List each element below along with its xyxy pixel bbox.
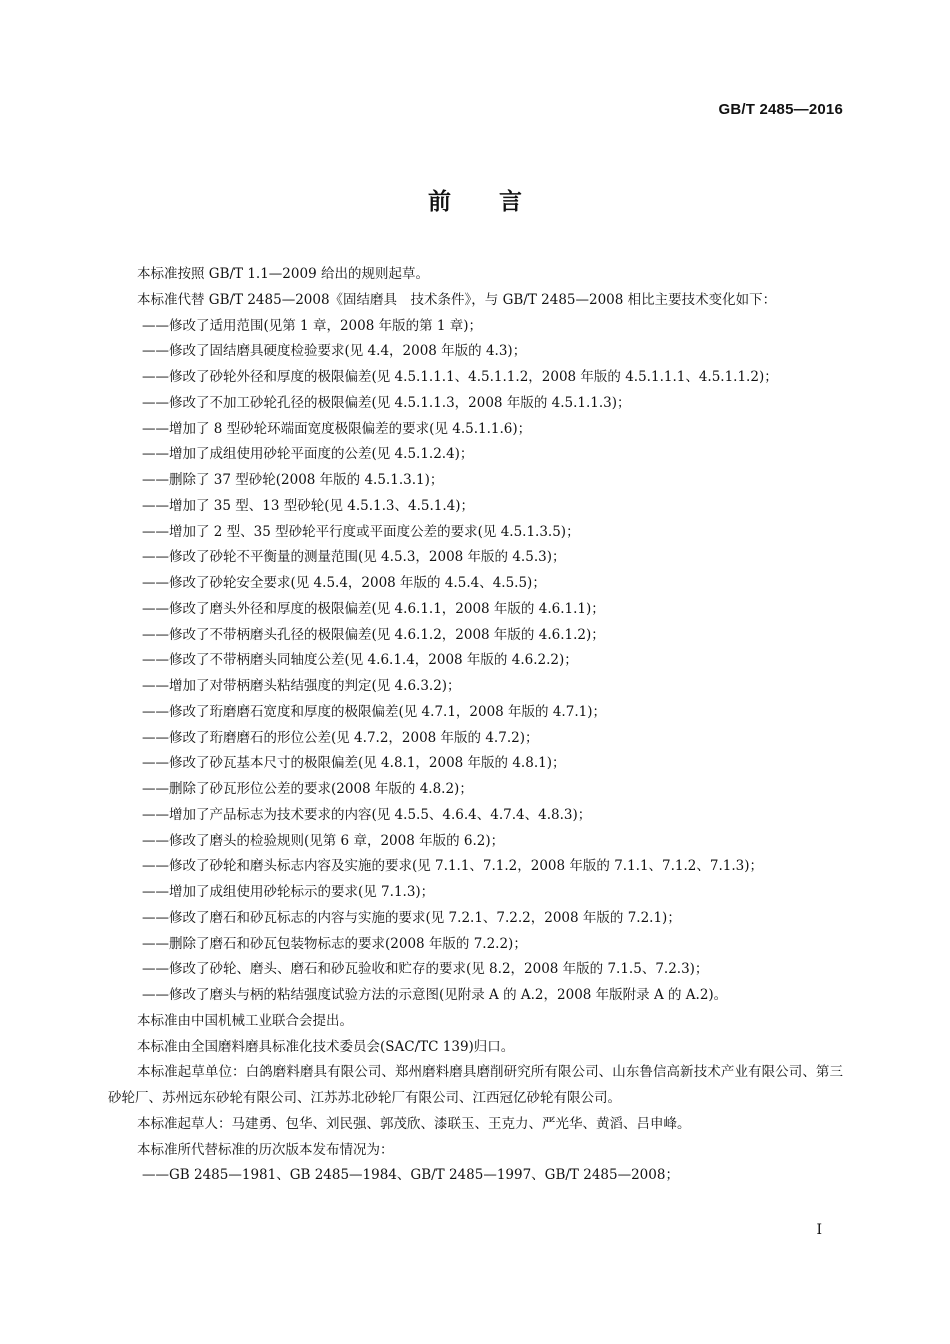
paragraph-proposer: 本标准由中国机械工业联合会提出。 <box>137 1012 353 1029</box>
list-item: ——修改了不加工砂轮孔径的极限偏差(见 4.5.1.1.3，2008 年版的 4.5.1.1.3)； <box>142 394 631 411</box>
list-item: ——修改了不带柄磨头孔径的极限偏差(见 4.6.1.2，2008 年版的 4.6.1.2)； <box>142 626 605 643</box>
list-item: ——删除了磨石和砂瓦包装物标志的要求(2008 年版的 7.2.2)； <box>142 935 527 952</box>
list-item: ——修改了磨头外径和厚度的极限偏差(见 4.6.1.1，2008 年版的 4.6.1.1)； <box>142 600 605 617</box>
list-item: ——修改了砂瓦基本尺寸的极限偏差(见 4.8.1，2008 年版的 4.8.1)； <box>142 755 566 772</box>
document-body <box>108 262 843 1189</box>
list-item: ——修改了砂轮、磨头、磨石和砂瓦验收和贮存的要求(见 8.2，2008 年版的 7.1.5、7.2.3)； <box>142 961 709 978</box>
page-number: I <box>816 1222 822 1238</box>
list-item: ——修改了不带柄磨头同轴度公差(见 4.6.1.4，2008 年版的 4.6.2.2)； <box>142 652 578 669</box>
list-item: ——删除了砂瓦形位公差的要求(2008 年版的 4.8.2)； <box>142 781 473 797</box>
list-item: ——修改了磨头的检验规则(见第 6 章，2008 年版的 6.2)； <box>142 832 505 849</box>
paragraph-history-intro: 本标准所代替标准的历次版本发布情况为： <box>137 1141 394 1158</box>
paragraph-drafting-rules: 本标准按照 GB/T 1.1—2009 给出的规则起草。 <box>137 266 429 282</box>
paragraph-drafters: 本标准起草人：马建勇、包华、刘民强、郭茂欣、漆联玉、王克力、严光华、黄滔、吕申峰。 <box>137 1115 691 1132</box>
list-item: ——修改了珩磨磨石宽度和厚度的极限偏差(见 4.7.1，2008 年版的 4.7.1)； <box>142 703 606 720</box>
list-item: ——增加了成组使用砂轮平面度的公差(见 4.5.1.2.4)； <box>142 446 474 463</box>
list-item: ——增加了成组使用砂轮标示的要求(见 7.1.3)； <box>142 884 435 900</box>
standard-number: GB/T 2485—2016 <box>718 101 843 118</box>
list-item: ——修改了砂轮外径和厚度的极限偏差(见 4.5.1.1.1、4.5.1.1.2，2008 年版的 4.5.1.1.1、4.5.1.1.2)； <box>142 369 778 385</box>
paragraph-drafting-units: 本标准起草单位：白鸽磨料磨具有限公司、郑州磨料磨具磨削研究所有限公司、山东鲁信高新技术产业有限公司、第三砂轮厂、苏州远东砂轮有限公司、江苏苏北砂轮厂有限公司、江西冠亿砂轮有限公司。 <box>108 1064 843 1106</box>
list-item: ——修改了适用范围(见第 1 章，2008 年版的第 1 章)； <box>142 317 483 334</box>
list-item: ——增加了 8 型砂轮环端面宽度极限偏差的要求(见 4.5.1.1.6)； <box>142 420 532 437</box>
list-item: ——修改了磨石和砂瓦标志的内容与实施的要求(见 7.2.1、7.2.2，2008 年版的 7.2.1)； <box>142 909 681 926</box>
changes-list <box>108 314 843 1009</box>
paragraph-committee: 本标准由全国磨料磨具标准化技术委员会(SAC/TC 139)归口。 <box>137 1038 515 1055</box>
page-title: 前言 <box>428 189 570 215</box>
list-item: ——增加了对带柄磨头粘结强度的判定(见 4.6.3.2)； <box>142 678 461 694</box>
list-item: ——修改了砂轮和磨头标志内容及实施的要求(见 7.1.1、7.1.2，2008 年版的 7.1.1、7.1.2、7.1.3)； <box>142 858 764 875</box>
list-item: ——修改了固结磨具硬度检验要求(见 4.4，2008 年版的 4.3)； <box>142 343 527 360</box>
list-item: ——修改了砂轮不平衡量的测量范围(见 4.5.3，2008 年版的 4.5.3)； <box>142 549 566 566</box>
list-item: ——增加了 2 型、35 型砂轮平行度或平面度公差的要求(见 4.5.1.3.5)； <box>142 523 580 540</box>
paragraph-replacement: 本标准代替 GB/T 2485—2008《固结磨具 技术条件》，与 GB/T 2485—2008 相比主要技术变化如下： <box>137 291 777 308</box>
list-item: ——修改了珩磨磨石的形位公差(见 4.7.2，2008 年版的 4.7.2)； <box>142 729 539 746</box>
list-item: ——删除了 37 型砂轮(2008 年版的 4.5.1.3.1)； <box>142 472 444 488</box>
list-item: ——增加了产品标志为技术要求的内容(见 4.5.5、4.6.4、4.7.4、4.8.3)； <box>142 806 592 823</box>
history-list-item: ——GB 2485—1981、GB 2485—1984、GB/T 2485—1997、GB/T 2485—2008； <box>142 1167 679 1184</box>
list-item: ——修改了砂轮安全要求(见 4.5.4，2008 年版的 4.5.4、4.5.5)； <box>142 575 546 591</box>
list-item: ——修改了磨头与柄的粘结强度试验方法的示意图(见附录 A 的 A.2，2008 年版附录 A 的 A.2)。 <box>142 987 728 1003</box>
list-item: ——增加了 35 型、13 型砂轮(见 4.5.1.3、4.5.1.4)； <box>142 497 475 514</box>
